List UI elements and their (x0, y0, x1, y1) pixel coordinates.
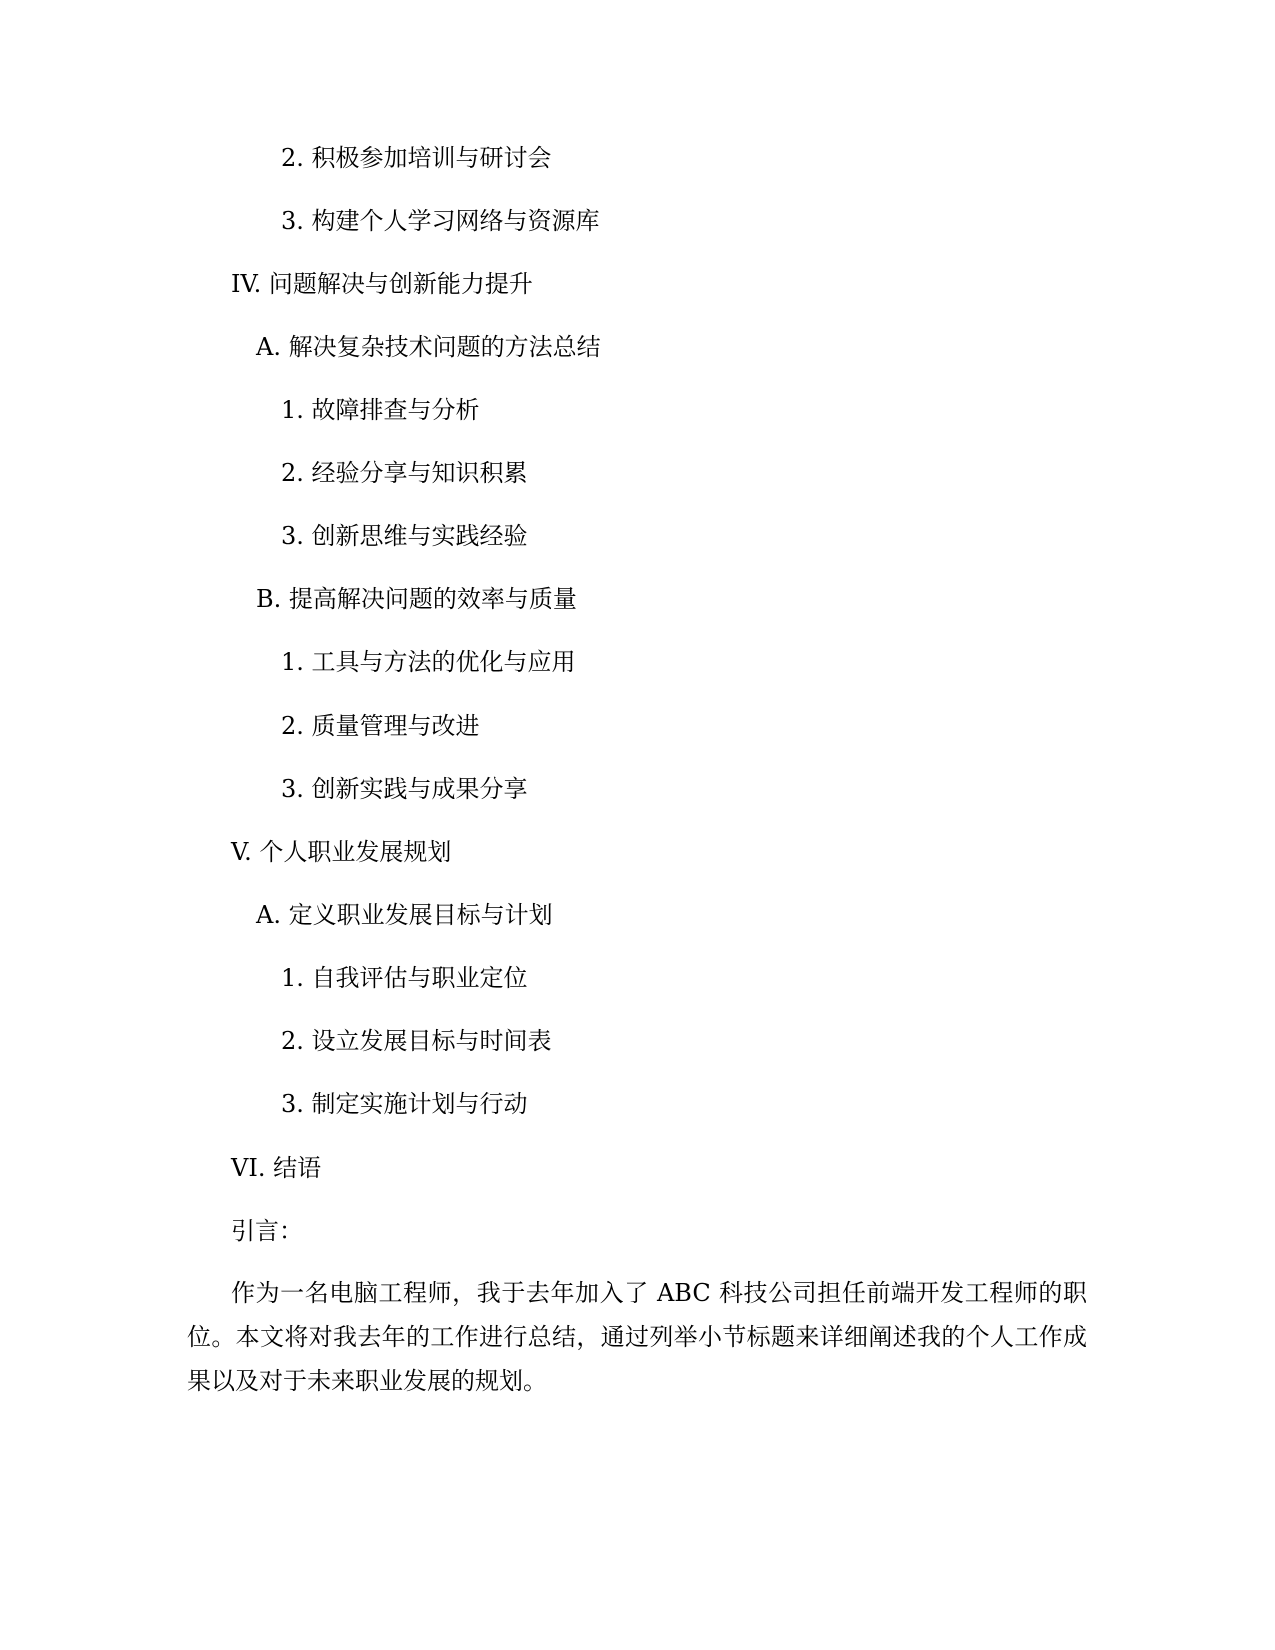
outline-item: 2. 质量管理与改进 (281, 712, 480, 740)
section-heading: V. 个人职业发展规划 (231, 838, 452, 866)
outline-item: 3. 制定实施计划与行动 (281, 1090, 528, 1118)
outline-item: 3. 创新思维与实践经验 (281, 522, 528, 550)
outline-item: 2. 经验分享与知识积累 (281, 459, 528, 487)
outline-item: 3. 创新实践与成果分享 (281, 775, 528, 803)
outline-item: 1. 工具与方法的优化与应用 (281, 648, 576, 676)
section-heading: IV. 问题解决与创新能力提升 (231, 270, 533, 298)
intro-paragraph: 作为一名电脑工程师，我于去年加入了 ABC 科技公司担任前端开发工程师的职位。本文将对我去年的工作进行总结，通过列举小节标题来详细阐述我的个人工作成果以及对于未来职业发展的规划。 (187, 1279, 1087, 1395)
outline-item: 3. 构建个人学习网络与资源库 (281, 207, 600, 235)
subsection-heading: A. 解决复杂技术问题的方法总结 (256, 333, 601, 361)
intro-label: 引言： (231, 1217, 303, 1245)
subsection-heading: A. 定义职业发展目标与计划 (256, 901, 553, 929)
outline-item: 1. 自我评估与职业定位 (281, 964, 528, 992)
section-heading: VI. 结语 (231, 1154, 322, 1182)
outline-item: 2. 积极参加培训与研讨会 (281, 144, 552, 172)
outline-item: 2. 设立发展目标与时间表 (281, 1027, 552, 1055)
outline-item: 1. 故障排查与分析 (281, 396, 480, 424)
subsection-heading: B. 提高解决问题的效率与质量 (256, 585, 577, 613)
